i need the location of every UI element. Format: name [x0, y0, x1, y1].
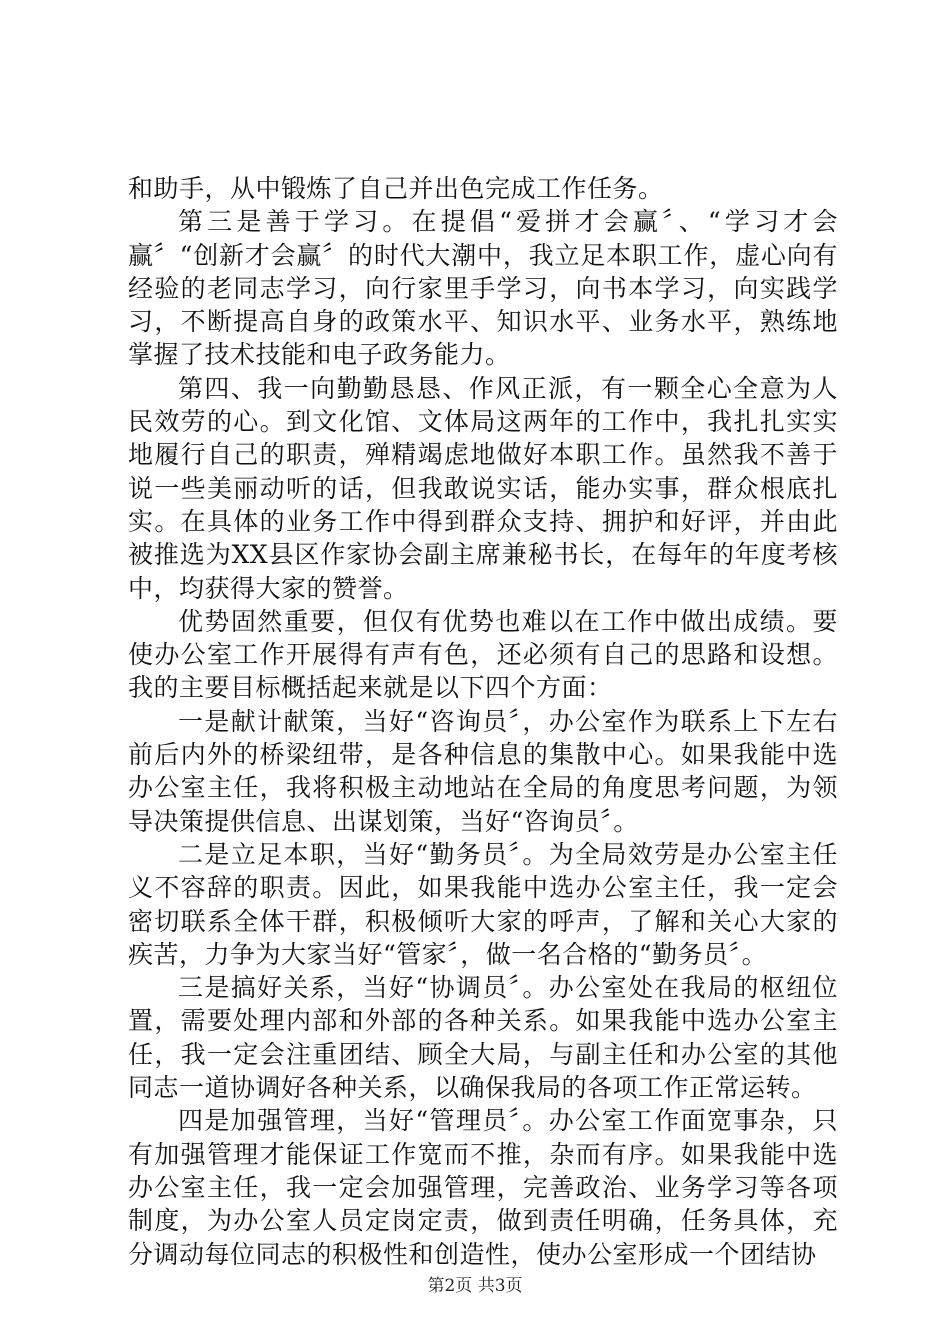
page-number-footer: 第2页 共3页 — [427, 1276, 523, 1296]
paragraph-learning: 第三是善于学习。在提倡“爱拼才会赢〞、“学习才会赢〞“创新才会赢〞的时代大潮中，我立足本职工作，虚心向有经验的老同志学习，向行家里手学习，向书本学习，向实践学习，不断提高自身的政策水平、知识水平、业务水平，熟练地掌握了技术技能和电子政务能力。 — [128, 207, 838, 370]
paragraph-goal-service: 二是立足本职，当好“勤务员〞。为全局效劳是办公室主任义不容辞的职责。因此，如果我能中选办公室主任，我一定会密切联系全体干群，积极倾听大家的呼声，了解和关心大家的疾苦，力争为大家当好“管家〞，做一名合格的“勤务员〞。 — [128, 839, 838, 969]
paragraph-goals-intro: 优势固然重要，但仅有优势也难以在工作中做出成绩。要使办公室工作开展得有声有色，还必须有自己的思路和设想。我的主要目标概括起来就是以下四个方面： — [128, 606, 838, 703]
paragraph-continuation: 和助手，从中锻炼了自己并出色完成工作任务。 — [128, 174, 664, 203]
document-body — [128, 172, 838, 1271]
paragraph-goal-coordinator: 三是搞好关系，当好“协调员〞。办公室处在我局的枢纽位置，需要处理内部和外部的各种关系。如果我能中选办公室主任，我一定会注重团结、顾全大局，与副主任和办公室的其他同志一道协调好各种关系，以确保我局的各项工作正常运转。 — [128, 973, 838, 1103]
paragraph-diligence: 第四、我一向勤勤恳恳、作风正派，有一颗全心全意为人民效劳的心。到文化馆、文体局这两年的工作中，我扎扎实实地履行自己的职责，殚精竭虑地做好本职工作。虽然我不善于说一些美丽动听的话，但我敢说实话，能办实事，群众根底扎实。在具体的业务工作中得到群众支持、拥护和好评，并由此被推选为XX县区作家协会副主席兼秘书长，在每年的年度考核中，均获得大家的赞誉。 — [128, 373, 838, 603]
paragraph-goal-advisor: 一是献计献策，当好“咨询员〞，办公室作为联系上下左右前后内外的桥梁纽带，是各种信息的集散中心。如果我能中选办公室主任，我将积极主动地站在全局的角度思考问题，为领导决策提供信息、出谋划策，当好“咨询员〞。 — [128, 706, 838, 836]
paragraph-goal-manager: 四是加强管理，当好“管理员〞。办公室工作面宽事杂，只有加强管理才能保证工作宽而不推，杂而有序。如果我能中选办公室主任，我一定会加强管理，完善政治、业务学习等各项制度，为办公室人员定岗定责，做到责任明确，任务具体，充分调动每位同志的积极性和创造性，使办公室形成一个团结协 — [128, 1106, 838, 1269]
